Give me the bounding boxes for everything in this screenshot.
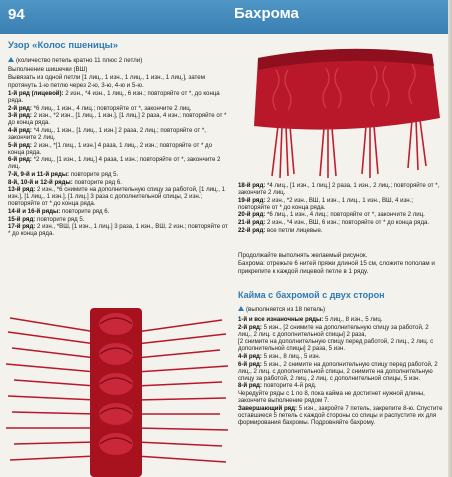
row-label: 21-й ряд: bbox=[238, 218, 266, 226]
row-label: 2-й ряд: bbox=[238, 323, 262, 331]
row-label: 18-й ряд: bbox=[238, 182, 266, 189]
row-text: все петли лицевые. bbox=[267, 226, 323, 234]
row-label: 17-й ряд: bbox=[8, 223, 36, 231]
pattern-row bbox=[8, 105, 228, 112]
row-text: 2 изн., *6 снимите на дополнительную спицу за работой, [1 лиц., 1 изн.], [1 лиц., 1 изн.], [1 лиц.] 3 раза с дополнительной спицы, 2 изн.; повторяйте от * до конца ряда. bbox=[8, 186, 226, 208]
section-title-double-fringe-border: Кайма с бахромой с двух сторон bbox=[238, 290, 385, 300]
pattern-row bbox=[238, 324, 444, 338]
row-text: 2 изн., *2 изн., ВШ, 1 изн., 1 лиц., 1 изн., ВШ, 4 изн.; повторяйте от * до конца ряда. bbox=[238, 196, 414, 211]
pattern-row bbox=[238, 361, 444, 382]
row-label: 13-й ряд: bbox=[8, 186, 36, 194]
row-label: 14-й и 16-й ряды: bbox=[8, 208, 61, 215]
pattern-row bbox=[8, 127, 228, 141]
pattern-row bbox=[238, 219, 444, 226]
pattern-row bbox=[8, 171, 228, 178]
row-text: Чередуйте ряды с 1 по 8, пока кайма не достигнет нужной длины, закончите выполнение рядом 7. bbox=[238, 389, 425, 405]
pattern-row bbox=[8, 112, 228, 126]
bobble-heading: Выполнение шишечки (ВШ) bbox=[8, 66, 88, 73]
pattern-row bbox=[238, 405, 444, 426]
row-text: *2 лиц., [1 изн., 1 лиц.] 4 раза, 1 изн.; повторяйте от *, закончите 2 лиц. bbox=[8, 156, 221, 171]
row-label: Завершающий ряд: bbox=[238, 404, 298, 412]
pattern-row bbox=[8, 208, 228, 215]
row-text: повторите ряд 5. bbox=[70, 171, 119, 179]
double-fringe-border-photo bbox=[0, 288, 232, 477]
page-spine bbox=[448, 0, 452, 477]
row-text: повторите ряд 6. bbox=[61, 208, 110, 215]
pattern-row bbox=[8, 223, 228, 237]
repeat-note: (количество петель кратно 11 плюс 2 петли) bbox=[8, 57, 228, 65]
row-text: 5 лиц., 8 изн., 5 лиц. bbox=[324, 316, 383, 323]
page-title: Бахрома bbox=[234, 5, 299, 22]
border-repeat-note: (выполняется из 18 петель) bbox=[238, 306, 444, 314]
row-text: *6 лиц., 1 изн., 4 лиц.; повторяйте от *, закончите 2 лиц. bbox=[33, 104, 192, 112]
pattern-row bbox=[8, 156, 228, 170]
row-text: 2 изн., *[1 лиц., 1 изн.] 4 раза, 1 лиц., 2 изн.; повторяйте от * до конца ряда. bbox=[8, 141, 212, 156]
row-text: [2 снимите на дополнительную спицу перед работой, 2 лиц., 2 лиц. с дополнительной спицы] 2 раза, 5 изн. bbox=[238, 338, 434, 353]
row-label: 4-й ряд: bbox=[238, 352, 262, 360]
pattern-row bbox=[8, 142, 228, 156]
pattern-row bbox=[238, 211, 444, 218]
pattern-rows-right bbox=[238, 182, 444, 234]
bobble-instructions: Вывязать из одной петли [1 лиц., 1 изн., 1 лиц., 1 изн., 1 лиц.], затем протянуть 1-ю петлю через 2-ю, 3-ю, 4-ю и 5-ю. bbox=[8, 74, 205, 89]
row-text: 5 изн., [2 снимите на дополнительную спицу за работой, 2 лиц., 2 лиц. с дополнительной спицы] 2 раза, bbox=[238, 323, 429, 338]
row-text: 5 изн., закройте 7 петель, закрепите 8-ю. Спустите оставшиеся 5 петель с каждой стороны со спицы и распустите их для формирования бахромы. Подровняйте бахрому. bbox=[238, 404, 443, 426]
fringed-knitting-photo bbox=[236, 40, 448, 182]
row-text: 2 изн., *4 изн., ВШ, 6 изн.; повторяйте от * до конца ряда. bbox=[267, 218, 430, 226]
pattern-row bbox=[238, 227, 444, 234]
pattern-row bbox=[238, 353, 444, 360]
row-label: 15-й ряд: bbox=[8, 215, 36, 223]
pattern-row bbox=[8, 179, 228, 186]
page-number: 94 bbox=[8, 6, 25, 23]
pattern-row bbox=[238, 338, 444, 352]
page-header bbox=[0, 0, 452, 34]
row-label: 4-й ряд: bbox=[8, 126, 32, 134]
row-label: 6-й ряд: bbox=[238, 360, 262, 368]
pattern-row bbox=[238, 316, 444, 323]
row-label: 1-й ряд (лицевой): bbox=[8, 90, 64, 97]
row-text: *4 лиц., 1 изн., [1 лиц., 1 изн.] 2 раза, 2 лиц.; повторяйте от *, закончите 2 лиц. bbox=[8, 126, 206, 142]
row-text: 5 изн., 2 снимите на дополнительную спицу перед работой, 2 лиц., 2 лиц. с дополнительной спицы, 2 снимите на дополнительную спицу за работой, 2 лиц., 2 лиц. с дополнительной спицы, 5 изн. bbox=[238, 360, 438, 382]
row-label: 2-й ряд: bbox=[8, 104, 32, 112]
row-text: 2 изн., *ВШ, [1 изн., 1 лиц.] 3 раза, 1 изн., ВШ, 2 изн.; повторяйте от * до конца ряда. bbox=[8, 223, 228, 238]
row-label: 5-й ряд: bbox=[8, 141, 32, 149]
row-text: повторите ряд 6. bbox=[74, 178, 122, 186]
pattern-rows-left bbox=[8, 90, 228, 238]
fringe-instructions: Бахрома: отрежьте 6 нитей пряжи длиной 15 см, сложите пополам и прикрепите к каждой лицевой петле в 1 ряду. bbox=[238, 260, 435, 275]
row-label: 7-й, 9-й и 11-й ряды: bbox=[8, 171, 70, 179]
row-text: повторите ряд 5. bbox=[37, 215, 85, 223]
border-rows bbox=[238, 316, 444, 426]
row-label: 3-й ряд: bbox=[8, 112, 32, 120]
row-text: *6 лиц., 1 изн., 4 лиц.; повторяйте от *, закончите 2 лиц. bbox=[267, 211, 425, 219]
triangle-marker-icon bbox=[238, 306, 244, 311]
row-label: 20-й ряд: bbox=[238, 211, 266, 219]
row-text: *4 лиц., [1 изн., 1 лиц.] 2 раза, 1 изн., 2 лиц.; повторяйте от *, закончите 2 лиц. bbox=[238, 182, 440, 197]
triangle-marker-icon bbox=[8, 57, 14, 62]
section-title-wheat-pattern: Узор «Колос пшеницы» bbox=[8, 40, 119, 51]
row-text: повторите 4-й ряд. bbox=[263, 382, 317, 390]
row-text: 2 изн., *2 изн., [1 лиц., 1 изн.], [1 лиц.] 2 раза, 4 изн.; повторяйте от * до конца ряда. bbox=[8, 112, 227, 127]
pattern-row bbox=[238, 390, 444, 404]
pattern-row bbox=[8, 90, 228, 104]
row-label: 8-й, 10-й и 12-й ряды: bbox=[8, 178, 73, 186]
row-label: 19-й ряд: bbox=[238, 196, 266, 204]
pattern-row bbox=[238, 197, 444, 211]
row-text: 5 изн., 8 лиц., 5 изн. bbox=[263, 352, 321, 360]
pattern-row bbox=[238, 182, 444, 196]
continue-note: Продолжайте выполнять желаемый рисунок. bbox=[238, 252, 368, 259]
pattern-row bbox=[8, 216, 228, 223]
pattern-row bbox=[8, 186, 228, 207]
row-label: 6-й ряд: bbox=[8, 156, 32, 164]
row-label: 1-й и все изнаночные ряды: bbox=[238, 316, 324, 323]
row-text: 2 изн., *4 изн., 1 лиц., 6 изн.; повторяйте от *, до конца ряда. bbox=[8, 90, 220, 105]
row-label: 8-й ряд: bbox=[238, 382, 262, 390]
row-label: 22-й ряд: bbox=[238, 226, 266, 234]
pattern-row bbox=[238, 382, 444, 389]
